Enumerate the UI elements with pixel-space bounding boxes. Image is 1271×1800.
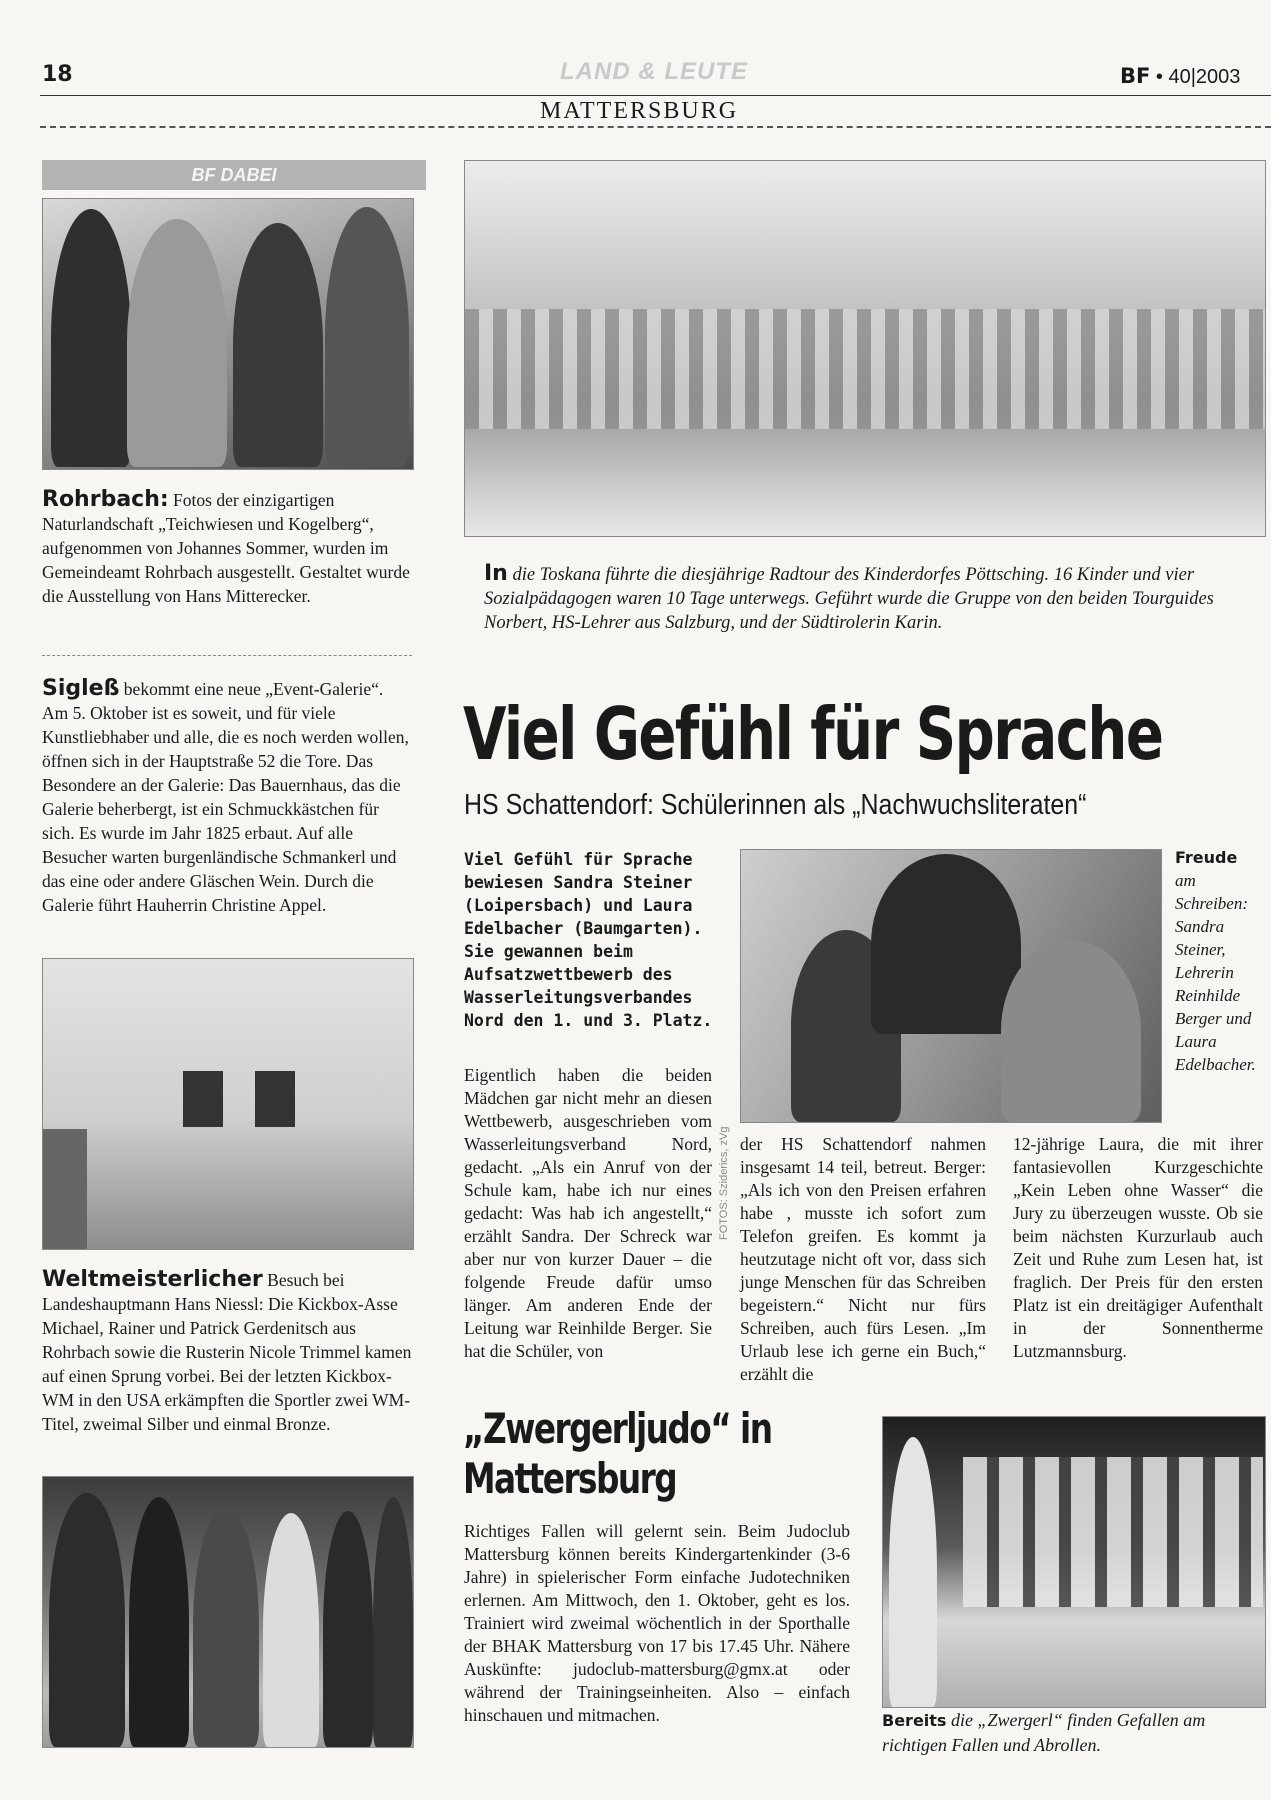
toskana-caption [484,562,1264,635]
rohrbach-caption [42,488,412,608]
person-figure [193,1507,259,1747]
sigless-text: bekommt eine neue „Event-Galerie“. Am 5. Oktober ist es soweit, und für viele Kunstliebhaber und alle, die es noch werden wollen, öffnen sich in der Hauptstraße 52 die Tore. Das Besondere an der Galerie: Das Bauernhaus, das die Galerie beherbergt, ist ein Schmuckkästchen für sich. Es wurde im Jahr 1825 erbaut. Auf alle Besucher warten burgenländische Schmankerl und das eine oder andere Gläschen Wein. Durch die Galerie führt Hauherrin Christine Appel. [42,679,409,915]
weltmeister-lead: Weltmeisterlicher [42,1267,263,1292]
article-column-2: der HS Schattendorf nahmen insgesamt 14 teil, betreut. Berger: „Als ich von den Preisen erfahren habe , musste ich sofort zum Telefon greifen. Es kommt ja heutzutage nicht oft vor, dass sich junge Menschen für das Schreiben begeistern.“ Nicht nur fürs Schreiben, auch fürs Lesen. „Im Urlaub lese ich gerne ein Buch,“ erzählt die [740,1134,986,1384]
cyclist-group [465,309,1265,429]
judo-headline-line-1: „Zwergerljudo“ in [463,1404,772,1453]
article-column-1: Eigentlich haben die beiden Mädchen gar nicht mehr an diesen Wettbewerb, ausgeschrieben vom Wasserleitungsverband Nord, gedacht. „Als ein Anruf von der Schule kam, habe ich nur eines gedacht: Was hab ich angestellt,“ erzählt Sandra. Der Schreck war aber nur von kurzer Dauer – die folgende Freude dafür umso länger. Am anderen Ende der Leitung war Reinhilde Berger. Sie hat die Schüler, von [464,1065,712,1361]
person-figure [51,209,131,467]
judo-caption-lead: Bereits [882,1711,947,1730]
page-number: 18 [42,62,73,87]
rohrbach-text: Fotos der einzigartigen Naturlandschaft „Teichwiesen und Kogelberg“, aufgenommen von Johannes Sommer, wurden im Gemeindeamt Rohrbach ausgestellt. Gestaltet wurde die Ausstellung von Hans Mitterecker. [42,490,410,606]
person-figure [49,1493,125,1747]
weltmeister-caption [42,1268,412,1436]
kickbox-photo [42,1476,414,1748]
person-figure [127,219,227,467]
photo-credit: FOTOS: Sziderics, zVg [718,1126,730,1240]
person-figure [325,207,409,467]
issue-number: 40|2003 [1168,66,1241,88]
sigless-caption [42,677,412,917]
person-figure [889,1437,937,1707]
students-photo [740,849,1162,1123]
students-caption-text: am Schreiben: Sandra Steiner, Lehrerin Reinhilde Berger und Laura Edelbacher. [1175,871,1256,1074]
toskana-bike-photo [464,160,1266,537]
house-door [43,1129,87,1249]
person-figure [1001,940,1141,1122]
bf-dabei-banner: BF DABEI [42,160,426,190]
judo-article-body: Richtiges Fallen will gelernt sein. Beim Judoclub Mattersburg können bereits Kindergartenkinder (3-6 Jahre) in spielerischer Form einfache Judotechniken erlernen. Am Mittwoch, den 1. Oktober, geht es los. Trainiert wird zweimal wöchentlich in der Sporthalle der BHAK Mattersburg von 17 bis 17.45 Uhr. Nähere Auskünfte: judoclub-mattersburg@gmx.at oder während der Trainingseinheiten. Also – einfach hinschauen und mitmachen. [464,1521,850,1725]
house-window [183,1071,223,1127]
rohrbach-photo [42,198,414,470]
toskana-text: die Toskana führte die diesjährige Radtour des Kinderdorfes Pöttsching. 16 Kinder und vier Sozialpädagogen waren 10 Tage unterwegs. Geführt wurde die Gruppe von den beiden Tourguides Norbert, HS-Lehrer aus Salzburg, und der Südtirolerin Karin. [484,565,1214,633]
section-title: LAND & LEUTE [560,58,748,85]
sidebar-divider [42,655,412,656]
header-dashed-rule [40,126,1271,128]
students-caption-lead: Freude [1175,848,1238,867]
person-figure [323,1511,373,1747]
article-headline: Viel Gefühl für Sprache [463,692,1163,776]
house-window [255,1071,295,1127]
region-title: MATTERSBURG [540,98,739,124]
person-figure [129,1497,189,1747]
judo-photo [882,1416,1266,1708]
header-rule [40,95,1271,96]
person-figure [373,1497,413,1747]
person-figure [233,223,323,467]
article-intro: Viel Gefühl für Sprache bewiesen Sandra Steiner (Loipersbach) und Laura Edelbacher (Baumgarten). Sie gewannen beim Aufsatzwettbewerb des Wasserleitungsverbandes Nord den 1. und 3. Platz. [464,850,713,1030]
judo-caption-text: die „Zwergerl“ finden Gefallen am richtigen Fallen und Abrollen. [882,1710,1206,1755]
article-subhead: HS Schattendorf: Schülerinnen als „Nachwuchsliteraten“ [464,789,1087,821]
issue-label: BF • 40|2003 [1120,64,1241,88]
gallery-house-photo [42,958,414,1250]
toskana-lead: In [484,561,508,586]
rohrbach-lead: Rohrbach: [42,487,169,512]
weltmeister-text: Besuch bei Landeshauptmann Hans Niessl: Die Kickbox-Asse Michael, Rainer und Patrick Gerdenitsch aus Rohrbach sowie die Rusterin Nicole Trimmel kamen auf einen Sprung vorbei. Bei der letzten Kickbox-WM in den USA erkämpften die Sportler zwei WM-Titel, zweimal Silber und einmal Bronze. [42,1270,412,1434]
judo-children-row [963,1457,1263,1607]
person-figure [871,854,1021,1034]
judo-photo-caption [882,1708,1264,1757]
sigless-lead: Sigleß [42,676,120,701]
students-photo-caption [1175,846,1271,1076]
judo-headline-line-2: Mattersburg [463,1454,677,1503]
article-column-3: 12-jährige Laura, die mit ihrer fantasievollen Kurzgeschichte „Kein Leben ohne Wasser“ die Jury zu überzeugen wusste. Ob sie beim nächsten Kurzurlaub auch Zeit und Ruhe zum Lesen hat, ist fraglich. Der Preis für den ersten Platz ist ein dreitägiger Aufenthalt in der Sonnentherme Lutzmannsburg. [1013,1134,1263,1361]
person-figure [263,1513,319,1747]
publication-name: BF [1120,64,1151,88]
